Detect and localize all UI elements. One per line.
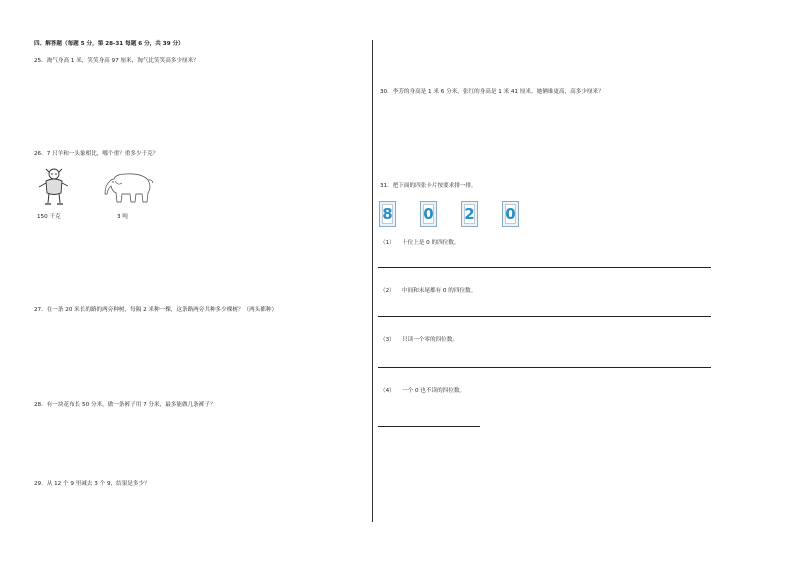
question-28: 28．有一块花布长 50 分米，做一条裤子用 7 分米，最多能做几条裤子？	[34, 402, 216, 408]
column-divider	[372, 40, 373, 522]
answer-line-2	[378, 316, 711, 317]
digit-card	[379, 201, 396, 227]
question-30: 30．李芳的身高是 1 米 6 分米，张红的身高是 1 米 41 厘米。她俩谁更高，高多少厘米？	[380, 89, 604, 95]
digit-card-value: 8	[382, 205, 393, 223]
sheep-weight-label: 150 千克	[37, 214, 61, 220]
section-heading: 四、解答题（每题 5 分，第 28-31 每题 6 分，共 39 分）	[34, 41, 184, 47]
sub-item-4-text: 一个 0 也不读的四位数。	[402, 388, 466, 394]
digit-card-value: 0	[505, 205, 516, 223]
sub-item-1-text: 十位上是 0 的四位数。	[402, 240, 460, 246]
question-26: 26．7 只羊和一头象相比，哪个重？重多少千克？	[34, 151, 159, 157]
question-29: 29．从 12 个 9 里减去 3 个 9，结果是多少？	[34, 481, 150, 487]
answer-line-3	[378, 367, 711, 368]
sub-item-1-number: （1）	[380, 240, 395, 246]
answer-line-1	[378, 267, 711, 268]
sub-item-2-text: 中间和末尾都有 0 的四位数。	[402, 288, 477, 294]
sub-item-3-text: 只读一个零的四位数。	[402, 337, 458, 343]
question-31: 31．把下面的四张卡片按要求排一排。	[380, 183, 477, 189]
digit-card	[502, 201, 519, 227]
answer-line-4	[378, 426, 480, 427]
digit-card	[420, 201, 437, 227]
digit-card-value: 0	[423, 205, 434, 223]
digit-card-value: 2	[464, 205, 475, 223]
sub-item-3-number: （3）	[380, 337, 395, 343]
elephant-weight-label: 3 吨	[117, 214, 128, 220]
sub-item-2-number: （2）	[380, 288, 395, 294]
sub-item-4-number: （4）	[380, 388, 395, 394]
digit-card	[461, 201, 478, 227]
question-25: 25．淘气身高 1 米，笑笑身高 97 厘米，淘气比笑笑高多少厘米？	[34, 58, 199, 64]
sheep-icon	[36, 167, 70, 207]
elephant-icon	[102, 171, 154, 205]
question-27: 27．在一条 20 米长的路的两旁种树，每隔 2 米种一棵，这条路两旁共种多少棵树？（两头都种）	[34, 307, 278, 313]
